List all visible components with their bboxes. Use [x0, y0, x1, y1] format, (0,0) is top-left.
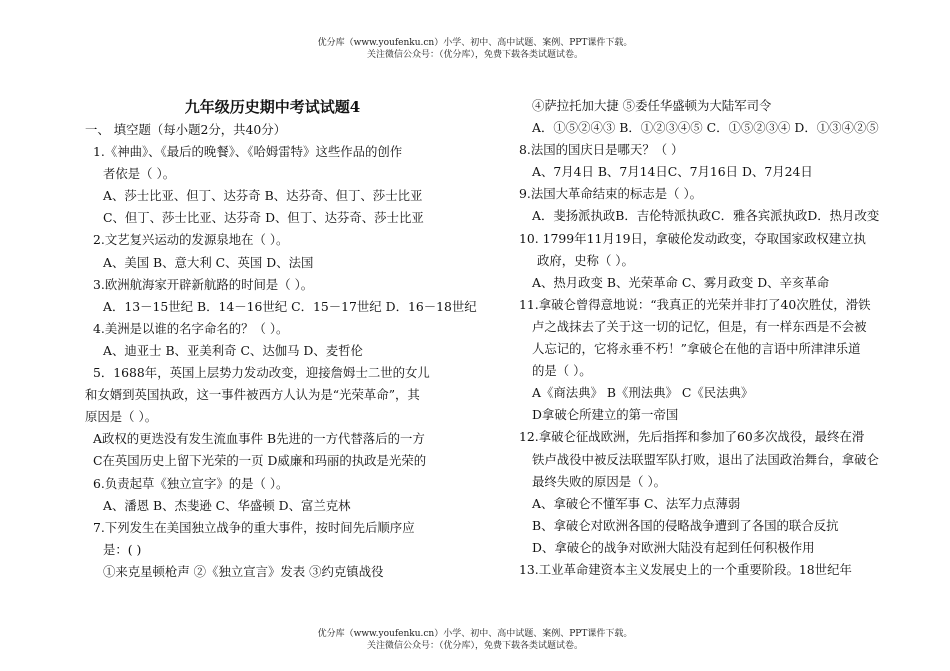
question-10: 10. 1799年11月19日，拿破伦发动政变，夺取国家政权建立执	[519, 230, 866, 246]
right-column	[517, 95, 897, 581]
question-7-events: ①来克星顿枪声 ②《独立宣言》发表 ③约克镇战役	[103, 563, 384, 579]
question-7-options: A．①⑤②④③ B．①②③④⑤ C．①⑤②③④ D．①③④②⑤	[532, 120, 879, 136]
question-11-cont: 的是（ ）。	[532, 363, 592, 379]
top-banner	[0, 37, 950, 61]
question-12-cont: 最终失败的原因是（ ）。	[532, 473, 667, 489]
question-1-cont: 者依是（ ）。	[103, 166, 176, 182]
question-11: 11.拿破仑曾得意地说：“我真正的光荣并非打了40次胜仗，滑铁	[519, 296, 871, 312]
question-5-cont: 和女婿到英国执政，这一事件被西方人认为是“光荣革命”，其	[85, 387, 420, 403]
question-11-options: D拿破仑所建立的第一帝国	[532, 407, 679, 423]
left-column	[85, 95, 477, 583]
question-4: 4.美洲是以谁的名字命名的？（ ）。	[93, 320, 289, 336]
question-1-option: C、但丁、莎士比亚、达芬奇 D、但丁、达芬奇、莎士比亚	[103, 210, 424, 226]
header-line-2: 关注微信公众号：（优分库），免费下载各类试题试卷。	[366, 50, 583, 60]
question-8: 8.法国的国庆日是哪天？（ ）	[519, 142, 684, 158]
question-5: 5．1688年，英国上层势力发动改变，迎接詹姆士二世的女儿	[93, 365, 430, 381]
header-line-1: 优分库（www.youfenku.cn）小学、初中、高中试题、案例、PPT课件下载。	[317, 38, 633, 48]
question-5-option: A政权的更迭没有发生流血事件 B先进的一方代替落后的一方	[93, 431, 425, 447]
question-7-events: ④萨拉托加大捷 ⑤委任华盛顿为大陆军司令	[532, 98, 772, 113]
question-13: 13.工业革命建资本主义发展史上的一个重要阶段。18世纪年	[519, 561, 852, 577]
question-6: 6.负责起草《独立宣字》的是（ ）。	[93, 475, 289, 491]
question-7: 7.下列发生在美国独立战争的重大事件，按时间先后顺序应	[93, 519, 415, 535]
question-7-cont: 是：( )	[103, 541, 142, 557]
question-3: 3.欧洲航海家开辟新航路的时间是（ ）。	[93, 276, 314, 292]
question-11-cont: 人忘记的，它将永垂不朽！”拿破仑在他的言语中所津津乐道	[532, 341, 861, 357]
question-3-options: A．13－15世纪 B．14－16世纪 C．15－17世纪 D．16－18世纪	[103, 298, 477, 314]
question-5-option: C在英国历史上留下光荣的一页 D威廉和玛丽的执政是光荣的	[93, 453, 427, 469]
question-2: 2.文艺复兴运动的发源泉地在（ ）。	[93, 232, 289, 248]
question-1-option: A、莎士比亚、但丁、达芬奇 B、达芬奇、但丁、莎士比亚	[103, 188, 423, 204]
question-2-options: A、美国 B、意大利 C、英国 D、法国	[103, 254, 314, 270]
footer-line-2: 关注微信公众号：（优分库），免费下载各类试题试卷。	[366, 641, 583, 651]
question-6-options: A、潘恩 B、杰斐逊 C、华盛顿 D、富兰克林	[103, 497, 351, 513]
question-9: 9.法国大革命结束的标志是（ ）。	[519, 186, 703, 202]
section-heading: 一、 填空题（每小题2分，共40分）	[85, 122, 287, 137]
question-12-cont: 铁卢战役中被反法联盟军队打败，退出了法国政治舞台，拿破仑	[532, 451, 879, 467]
question-12-option: D、拿破仑的战争对欧洲大陆没有起到任何积极作用	[532, 539, 815, 555]
bottom-banner	[0, 628, 950, 652]
question-5-cont: 原因是（ ）。	[85, 409, 158, 425]
question-4-options: A、迪亚士 B、亚美利奇 C、达伽马 D、麦哲伦	[103, 342, 363, 358]
question-1: 1.《神曲》、《最后的晚餐》、《哈姆雷特》这些作品的创作	[93, 144, 403, 160]
question-9-options: A．斐扬派执政B．吉伦特派执政C．雅各宾派执政D．热月改变	[532, 208, 880, 224]
question-11-options: A《商法典》 B《刑法典》 C《民法典》	[532, 385, 754, 401]
question-10-cont: 政府，史称（ ）。	[537, 252, 634, 268]
question-10-options: A、热月政变 B、光荣革命 C、雾月政变 D、辛亥革命	[532, 274, 830, 290]
question-12: 12.拿破仑征战欧洲，先后指挥和参加了60多次战役，最终在滑	[519, 429, 865, 445]
question-12-option: B、拿破仑对欧洲各国的侵略战争遭到了各国的联合反抗	[532, 517, 839, 533]
question-11-cont: 卢之战抹去了关于这一切的记忆，但是，有一样东西是不会被	[532, 318, 867, 334]
footer-line-1: 优分库（www.youfenku.cn）小学、初中、高中试题、案例、PPT课件下载。	[317, 629, 633, 639]
question-12-option: A、拿破仑不懂军事 C、法军力点薄弱	[532, 495, 741, 511]
page-title: 九年级历史期中考试试题4	[184, 98, 361, 116]
question-8-options: A、7月4日 B、7月14日C、7月16日 D、7月24日	[532, 164, 813, 180]
